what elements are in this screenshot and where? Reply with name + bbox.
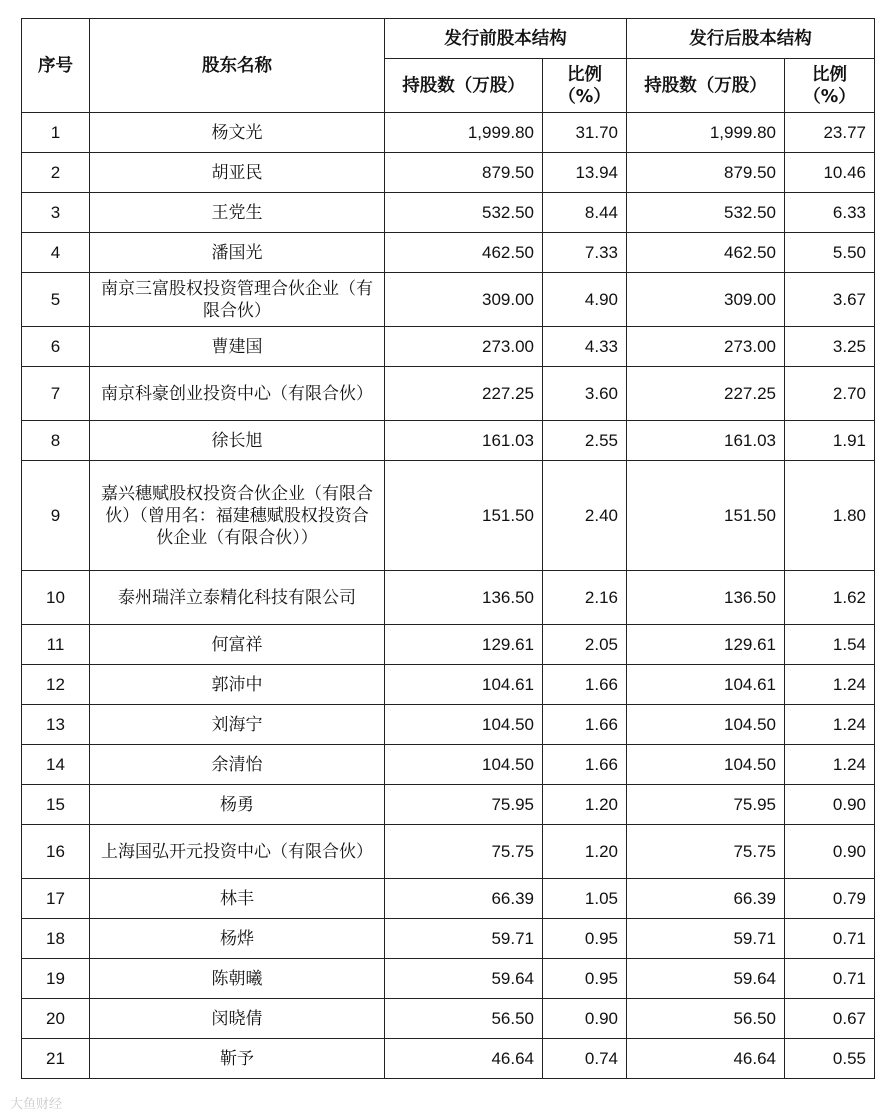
table-row (22, 113, 875, 153)
cell-shareholder-name: 何富祥 (90, 625, 385, 665)
shareholder-table-container (21, 18, 874, 1079)
cell-shareholder-name: 余清怡 (90, 745, 385, 785)
cell-before-ratio: 2.55 (543, 421, 627, 461)
cell-shareholder-name: 潘国光 (90, 233, 385, 273)
table-row (22, 153, 875, 193)
cell-index: 19 (22, 959, 90, 999)
cell-index: 9 (22, 461, 90, 571)
shareholder-structure-table (21, 18, 875, 1079)
header-before-issuance: 发行前股本结构 (385, 19, 627, 59)
cell-index: 12 (22, 665, 90, 705)
cell-before-ratio: 7.33 (543, 233, 627, 273)
table-row (22, 665, 875, 705)
cell-index: 13 (22, 705, 90, 745)
cell-shareholder-name: 泰州瑞洋立泰精化科技有限公司 (90, 571, 385, 625)
cell-before-ratio: 8.44 (543, 193, 627, 233)
cell-before-shares: 462.50 (385, 233, 543, 273)
cell-after-ratio: 0.90 (785, 785, 875, 825)
cell-after-shares: 532.50 (627, 193, 785, 233)
cell-index: 16 (22, 825, 90, 879)
cell-after-ratio: 1.62 (785, 571, 875, 625)
cell-after-ratio: 1.24 (785, 745, 875, 785)
cell-shareholder-name: 杨勇 (90, 785, 385, 825)
header-after-shares: 持股数（万股） (627, 59, 785, 113)
header-before-ratio (543, 59, 627, 113)
cell-after-ratio: 10.46 (785, 153, 875, 193)
header-row-top (22, 19, 875, 59)
cell-before-ratio: 2.40 (543, 461, 627, 571)
cell-before-shares: 227.25 (385, 367, 543, 421)
cell-after-ratio: 3.25 (785, 327, 875, 367)
cell-before-shares: 75.95 (385, 785, 543, 825)
cell-before-ratio: 1.66 (543, 745, 627, 785)
cell-before-shares: 104.50 (385, 745, 543, 785)
cell-shareholder-name: 郭沛中 (90, 665, 385, 705)
cell-after-ratio: 1.80 (785, 461, 875, 571)
cell-before-shares: 161.03 (385, 421, 543, 461)
cell-after-ratio: 6.33 (785, 193, 875, 233)
cell-shareholder-name: 陈朝曦 (90, 959, 385, 999)
cell-before-shares: 56.50 (385, 999, 543, 1039)
cell-after-shares: 59.71 (627, 919, 785, 959)
cell-after-ratio: 5.50 (785, 233, 875, 273)
cell-shareholder-name: 曹建国 (90, 327, 385, 367)
cell-after-shares: 462.50 (627, 233, 785, 273)
cell-after-shares: 273.00 (627, 327, 785, 367)
table-row (22, 999, 875, 1039)
cell-before-shares: 75.75 (385, 825, 543, 879)
cell-index: 2 (22, 153, 90, 193)
cell-before-ratio: 1.05 (543, 879, 627, 919)
table-row (22, 919, 875, 959)
cell-after-shares: 129.61 (627, 625, 785, 665)
cell-after-ratio: 0.79 (785, 879, 875, 919)
table-row (22, 367, 875, 421)
cell-index: 17 (22, 879, 90, 919)
cell-before-ratio: 1.20 (543, 825, 627, 879)
cell-after-ratio: 1.91 (785, 421, 875, 461)
cell-before-shares: 532.50 (385, 193, 543, 233)
cell-before-ratio: 2.05 (543, 625, 627, 665)
cell-shareholder-name: 林丰 (90, 879, 385, 919)
cell-before-ratio: 0.74 (543, 1039, 627, 1079)
cell-shareholder-name: 南京三富股权投资管理合伙企业（有限合伙） (90, 273, 385, 327)
cell-before-ratio: 13.94 (543, 153, 627, 193)
cell-after-shares: 161.03 (627, 421, 785, 461)
cell-index: 14 (22, 745, 90, 785)
cell-after-shares: 104.61 (627, 665, 785, 705)
cell-before-ratio: 0.95 (543, 919, 627, 959)
cell-before-shares: 104.50 (385, 705, 543, 745)
table-row (22, 705, 875, 745)
header-before-shares: 持股数（万股） (385, 59, 543, 113)
table-row (22, 745, 875, 785)
cell-before-shares: 46.64 (385, 1039, 543, 1079)
cell-index: 6 (22, 327, 90, 367)
cell-after-shares: 1,999.80 (627, 113, 785, 153)
cell-after-ratio: 0.71 (785, 919, 875, 959)
cell-shareholder-name: 南京科豪创业投资中心（有限合伙） (90, 367, 385, 421)
cell-after-shares: 879.50 (627, 153, 785, 193)
header-after-ratio (785, 59, 875, 113)
cell-index: 7 (22, 367, 90, 421)
cell-before-ratio: 1.20 (543, 785, 627, 825)
table-row (22, 461, 875, 571)
ratio-unit: （%） (803, 86, 856, 107)
table-row (22, 571, 875, 625)
cell-index: 20 (22, 999, 90, 1039)
cell-shareholder-name: 嘉兴穗赋股权投资合伙企业（有限合伙）（曾用名：福建穗赋股权投资合伙企业（有限合伙）） (90, 461, 385, 571)
cell-index: 3 (22, 193, 90, 233)
cell-before-ratio: 0.90 (543, 999, 627, 1039)
cell-shareholder-name: 徐长旭 (90, 421, 385, 461)
table-row (22, 233, 875, 273)
cell-after-ratio: 1.54 (785, 625, 875, 665)
cell-before-shares: 1,999.80 (385, 113, 543, 153)
cell-after-ratio: 0.71 (785, 959, 875, 999)
table-row (22, 421, 875, 461)
cell-after-shares: 66.39 (627, 879, 785, 919)
table-row (22, 1039, 875, 1079)
table-row (22, 959, 875, 999)
cell-index: 11 (22, 625, 90, 665)
cell-after-ratio: 1.24 (785, 705, 875, 745)
cell-before-shares: 273.00 (385, 327, 543, 367)
cell-after-ratio: 0.67 (785, 999, 875, 1039)
cell-shareholder-name: 杨文光 (90, 113, 385, 153)
cell-shareholder-name: 刘海宁 (90, 705, 385, 745)
table-row (22, 825, 875, 879)
cell-after-ratio: 1.24 (785, 665, 875, 705)
cell-after-shares: 56.50 (627, 999, 785, 1039)
cell-index: 8 (22, 421, 90, 461)
cell-shareholder-name: 杨烨 (90, 919, 385, 959)
cell-index: 5 (22, 273, 90, 327)
cell-before-shares: 66.39 (385, 879, 543, 919)
table-row (22, 879, 875, 919)
watermark: 大鱼财经 (10, 1097, 63, 1112)
cell-before-ratio: 4.33 (543, 327, 627, 367)
cell-after-shares: 104.50 (627, 705, 785, 745)
cell-before-shares: 104.61 (385, 665, 543, 705)
cell-after-shares: 309.00 (627, 273, 785, 327)
table-body (22, 113, 875, 1079)
cell-before-ratio: 1.66 (543, 665, 627, 705)
table-row (22, 625, 875, 665)
cell-after-shares: 136.50 (627, 571, 785, 625)
cell-index: 10 (22, 571, 90, 625)
cell-before-shares: 151.50 (385, 461, 543, 571)
cell-index: 18 (22, 919, 90, 959)
cell-before-ratio: 1.66 (543, 705, 627, 745)
cell-index: 21 (22, 1039, 90, 1079)
table-header (22, 19, 875, 113)
cell-before-ratio: 4.90 (543, 273, 627, 327)
cell-after-shares: 227.25 (627, 367, 785, 421)
ratio-unit: （%） (558, 86, 611, 107)
cell-index: 15 (22, 785, 90, 825)
cell-index: 4 (22, 233, 90, 273)
cell-before-ratio: 31.70 (543, 113, 627, 153)
cell-index: 1 (22, 113, 90, 153)
cell-shareholder-name: 王党生 (90, 193, 385, 233)
cell-before-ratio: 0.95 (543, 959, 627, 999)
cell-after-shares: 59.64 (627, 959, 785, 999)
ratio-label: 比例 (567, 64, 602, 85)
cell-shareholder-name: 闵晓倩 (90, 999, 385, 1039)
cell-before-shares: 59.71 (385, 919, 543, 959)
cell-after-ratio: 2.70 (785, 367, 875, 421)
table-row (22, 273, 875, 327)
cell-before-shares: 129.61 (385, 625, 543, 665)
ratio-label: 比例 (812, 64, 847, 85)
cell-after-ratio: 3.67 (785, 273, 875, 327)
cell-shareholder-name: 靳予 (90, 1039, 385, 1079)
cell-after-shares: 104.50 (627, 745, 785, 785)
header-after-issuance: 发行后股本结构 (627, 19, 875, 59)
header-shareholder-name: 股东名称 (90, 19, 385, 113)
table-row (22, 785, 875, 825)
cell-shareholder-name: 胡亚民 (90, 153, 385, 193)
table-row (22, 193, 875, 233)
cell-before-shares: 59.64 (385, 959, 543, 999)
cell-after-ratio: 0.55 (785, 1039, 875, 1079)
cell-after-shares: 46.64 (627, 1039, 785, 1079)
cell-after-shares: 75.95 (627, 785, 785, 825)
cell-before-shares: 136.50 (385, 571, 543, 625)
table-row (22, 327, 875, 367)
cell-after-shares: 151.50 (627, 461, 785, 571)
cell-after-ratio: 23.77 (785, 113, 875, 153)
cell-before-shares: 309.00 (385, 273, 543, 327)
cell-shareholder-name: 上海国弘开元投资中心（有限合伙） (90, 825, 385, 879)
cell-before-shares: 879.50 (385, 153, 543, 193)
cell-before-ratio: 3.60 (543, 367, 627, 421)
cell-before-ratio: 2.16 (543, 571, 627, 625)
header-index: 序号 (22, 19, 90, 113)
cell-after-shares: 75.75 (627, 825, 785, 879)
cell-after-ratio: 0.90 (785, 825, 875, 879)
